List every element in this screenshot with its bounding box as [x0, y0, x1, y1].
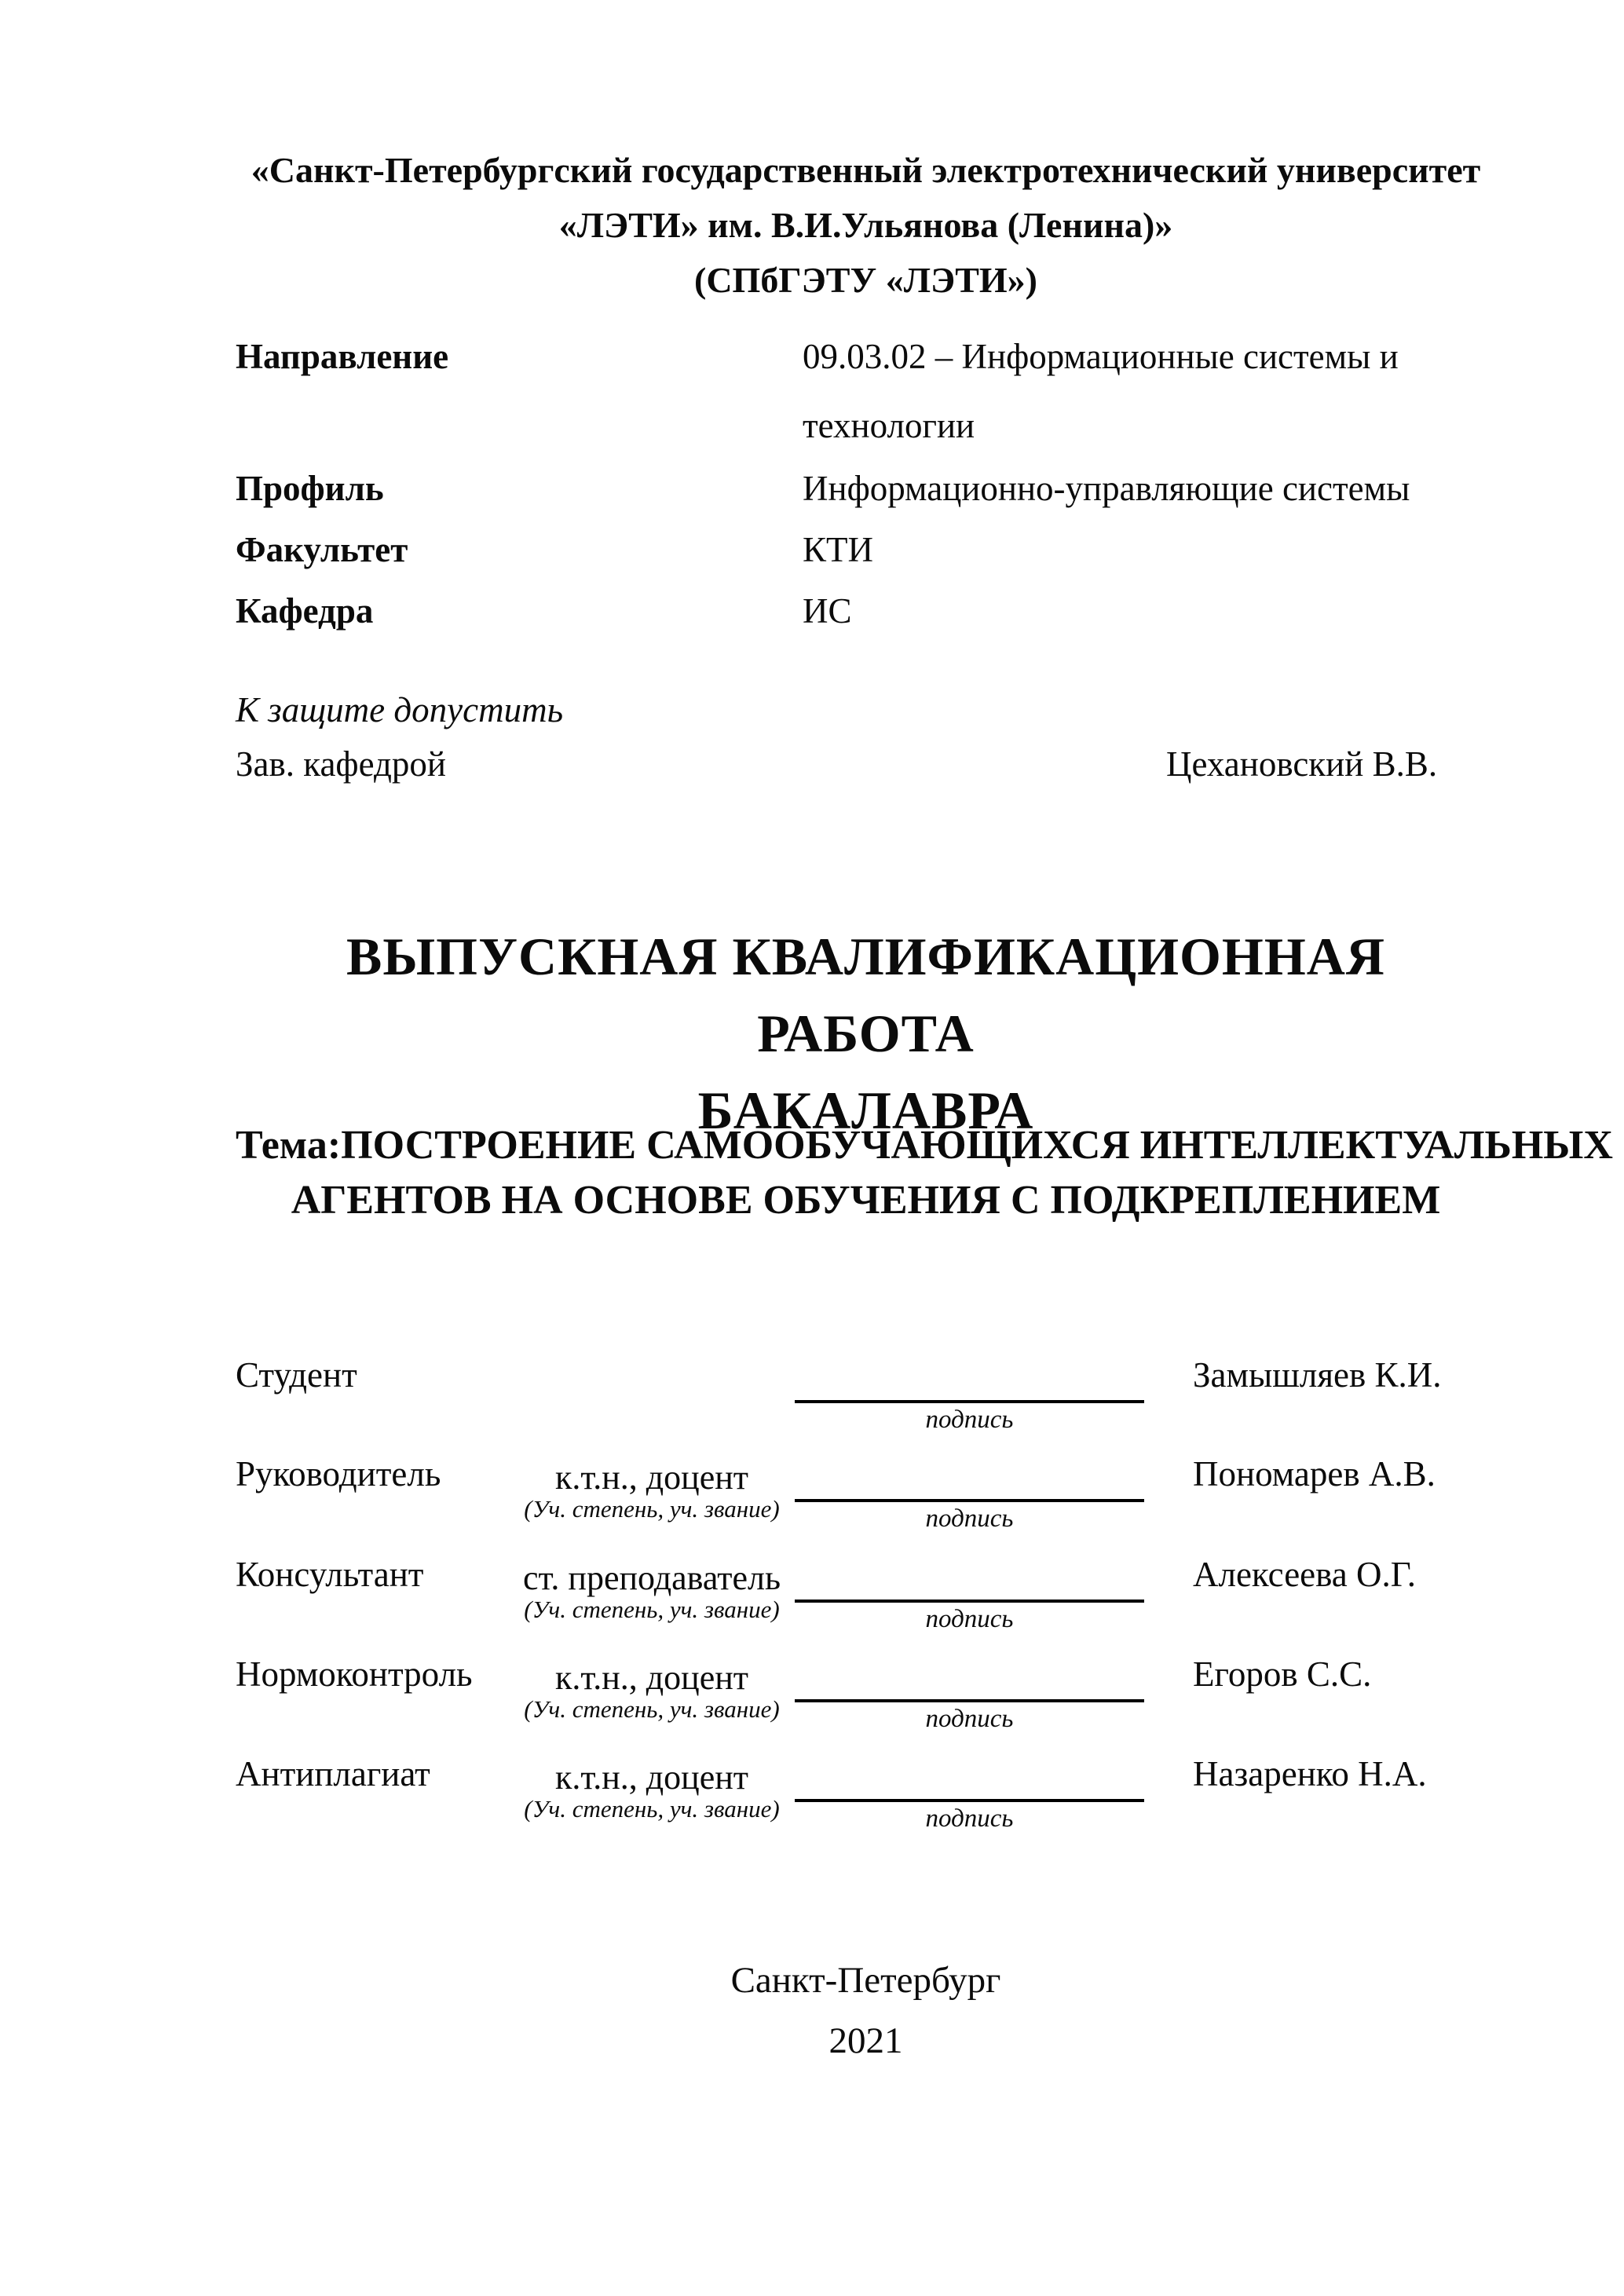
signature-row-consultant	[236, 1555, 1496, 1649]
year-label: 2021	[828, 2020, 903, 2061]
signature-caption: подпись	[925, 1605, 1014, 1633]
signature-line	[795, 1799, 1144, 1802]
theme-label: Тема:	[236, 1123, 342, 1168]
degree-block	[495, 1658, 809, 1724]
university-abbreviation: (СПбГЭТУ «ЛЭТИ»)	[694, 260, 1037, 300]
department-label: Кафедра	[236, 591, 374, 631]
work-title-line2: БАКАЛАВРА	[697, 1080, 1034, 1140]
degree-caption: (Уч. степень, уч. звание)	[524, 1795, 780, 1823]
direction-label: Направление	[236, 337, 449, 376]
admission-phrase: К защите допустить	[236, 690, 564, 729]
person-name: Алексеева О.Г.	[1193, 1555, 1416, 1594]
role-label: Студент	[236, 1355, 357, 1395]
university-name-line1: «Санкт-Петербургский государственный электротехнический университет	[251, 150, 1481, 190]
work-title	[236, 918, 1496, 1149]
role-label: Нормоконтроль	[236, 1654, 473, 1694]
signature-row-normcontrol	[236, 1654, 1496, 1749]
theme-line1	[236, 1118, 1613, 1173]
degree-caption: (Уч. степень, уч. звание)	[524, 1596, 780, 1623]
signature-caption: подпись	[925, 1504, 1014, 1533]
footer	[236, 1951, 1496, 2071]
signature-caption: подпись	[925, 1705, 1014, 1733]
direction-value-line2: технологии	[803, 406, 975, 445]
degree-caption: (Уч. степень, уч. звание)	[524, 1495, 780, 1523]
faculty-label: Факультет	[236, 530, 408, 569]
department-head-label: Зав. кафедрой	[236, 744, 446, 784]
person-name: Замышляев К.И.	[1193, 1355, 1442, 1395]
degree-text: к.т.н., доцент	[554, 1758, 749, 1797]
degree-text: ст. преподаватель	[522, 1559, 781, 1597]
degree-block	[495, 1458, 809, 1523]
signature-line	[795, 1400, 1144, 1403]
role-label: Антиплагиат	[236, 1754, 430, 1793]
role-label: Консультант	[236, 1555, 424, 1594]
department-value: ИС	[803, 591, 852, 631]
degree-text: к.т.н., доцент	[554, 1658, 749, 1697]
signature-row-antiplagiarism	[236, 1754, 1496, 1848]
faculty-value: КТИ	[803, 530, 873, 569]
degree-block	[495, 1760, 809, 1823]
signature-row-supervisor	[236, 1454, 1496, 1548]
person-name: Назаренко Н.А.	[1193, 1754, 1427, 1793]
university-header	[236, 143, 1496, 308]
profile-label: Профиль	[236, 469, 384, 508]
signature-caption: подпись	[925, 1804, 1014, 1833]
department-head-name: Цехановский В.В.	[1166, 744, 1438, 784]
signature-row-student	[236, 1355, 1496, 1450]
degree-block	[495, 1561, 809, 1624]
degree-caption: (Уч. степень, уч. звание)	[524, 1695, 780, 1723]
role-label: Руководитель	[236, 1454, 441, 1493]
city-label: Санкт-Петербург	[730, 1960, 1001, 2001]
work-title-line1: ВЫПУСКНАЯ КВАЛИФИКАЦИОННАЯ РАБОТА	[346, 927, 1385, 1063]
person-name: Пономарев А.В.	[1193, 1454, 1436, 1493]
direction-value-line1: 09.03.02 – Информационные системы и	[803, 337, 1399, 376]
signature-line	[795, 1699, 1144, 1702]
signature-caption: подпись	[925, 1406, 1014, 1434]
profile-value: Информационно-управляющие системы	[803, 469, 1410, 508]
person-name: Егоров С.С.	[1193, 1654, 1372, 1694]
signature-line	[795, 1600, 1144, 1603]
signature-line	[795, 1499, 1144, 1502]
theme-text-line2: АГЕНТОВ НА ОСНОВЕ ОБУЧЕНИЯ С ПОДКРЕПЛЕНИЕМ	[291, 1178, 1441, 1223]
degree-text: к.т.н., доцент	[554, 1458, 749, 1497]
university-name-line2: «ЛЭТИ» им. В.И.Ульянова (Ленина)»	[558, 205, 1173, 245]
theme-text-line1: ПОСТРОЕНИЕ САМООБУЧАЮЩИХСЯ ИНТЕЛЛЕКТУАЛЬНЫХ	[341, 1123, 1613, 1168]
